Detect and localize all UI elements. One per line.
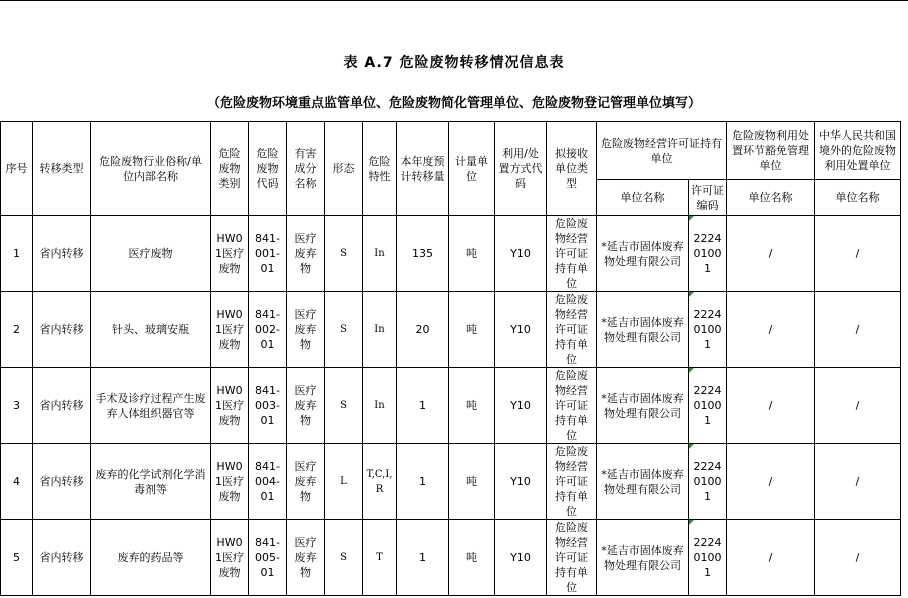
cell-form: S — [325, 368, 363, 444]
cell-permit: 222401001 — [689, 520, 727, 596]
cell-receiver-type: 危险废物经营许可证持有单位 — [547, 444, 597, 520]
header-overseas-group: 中华人民共和国境外的危险废物利用处置单位 — [815, 122, 901, 180]
cell-disposal-code: Y10 — [495, 444, 547, 520]
cell-seq: 3 — [1, 368, 33, 444]
cell-form: S — [325, 520, 363, 596]
cell-licensed-name: *延吉市固体废弃物处理有限公司 — [597, 292, 689, 368]
header-unit: 计量单位 — [449, 122, 495, 216]
cell-disposal-code: Y10 — [495, 216, 547, 292]
cell-property: T — [363, 520, 397, 596]
header-hazardous-component: 有害成分名称 — [287, 122, 325, 216]
cell-permit: 222401001 — [689, 368, 727, 444]
cell-common-name: 废弃的化学试剂化学消毒剂等 — [91, 444, 211, 520]
cell-disposal-code: Y10 — [495, 368, 547, 444]
cell-overseas-name: / — [815, 520, 901, 596]
top-border-line — [0, 0, 908, 1]
cell-exempt-name: / — [727, 292, 815, 368]
cell-hazardous-component: 医疗废弃物 — [287, 292, 325, 368]
cell-hazardous-component: 医疗废弃物 — [287, 520, 325, 596]
cell-overseas-name: / — [815, 368, 901, 444]
cell-hazardous-component: 医疗废弃物 — [287, 444, 325, 520]
table-row — [1, 368, 901, 444]
header-seq: 序号 — [1, 122, 33, 216]
cell-exempt-name: / — [727, 444, 815, 520]
header-exempt-group: 危险废物利用处置环节豁免管理单位 — [727, 122, 815, 180]
table-subtitle: （危险废物环境重点监管单位、危险废物简化管理单位、危险废物登记管理单位填写） — [206, 96, 701, 111]
cell-code: 841-004-01 — [249, 444, 287, 520]
cell-unit: 吨 — [449, 368, 495, 444]
header-disposal-code: 利用/处置方式代码 — [495, 122, 547, 216]
cell-code: 841-003-01 — [249, 368, 287, 444]
cell-exempt-name: / — [727, 368, 815, 444]
cell-licensed-name: *延吉市固体废弃物处理有限公司 — [597, 520, 689, 596]
cell-transfer-type: 省内转移 — [33, 520, 91, 596]
header-receiver-type: 拟接收单位类型 — [547, 122, 597, 216]
cell-common-name: 废弃的药品等 — [91, 520, 211, 596]
cell-annual-amount: 20 — [397, 292, 449, 368]
cell-property: In — [363, 216, 397, 292]
table-row — [1, 444, 901, 520]
header-overseas-name: 单位名称 — [815, 180, 901, 216]
cell-disposal-code: Y10 — [495, 292, 547, 368]
cell-annual-amount: 1 — [397, 520, 449, 596]
cell-transfer-type: 省内转移 — [33, 216, 91, 292]
header-licensed-group: 危险废物经营许可证持有单位 — [597, 122, 727, 180]
cell-form: S — [325, 292, 363, 368]
table-row — [1, 520, 901, 596]
cell-unit: 吨 — [449, 520, 495, 596]
cell-overseas-name: / — [815, 444, 901, 520]
cell-code: 841-001-01 — [249, 216, 287, 292]
cell-unit: 吨 — [449, 444, 495, 520]
cell-permit: 222401001 — [689, 216, 727, 292]
cell-receiver-type: 危险废物经营许可证持有单位 — [547, 292, 597, 368]
cell-form: L — [325, 444, 363, 520]
cell-annual-amount: 1 — [397, 444, 449, 520]
cell-overseas-name: / — [815, 292, 901, 368]
cell-code: 841-002-01 — [249, 292, 287, 368]
cell-category: HW01医疗废物 — [211, 216, 249, 292]
cell-property: In — [363, 368, 397, 444]
cell-category: HW01医疗废物 — [211, 292, 249, 368]
cell-transfer-type: 省内转移 — [33, 368, 91, 444]
header-common-name: 危险废物行业俗称/单位内部名称 — [91, 122, 211, 216]
header-code: 危险废物代码 — [249, 122, 287, 216]
header-exempt-name: 单位名称 — [727, 180, 815, 216]
cell-hazardous-component: 医疗废弃物 — [287, 368, 325, 444]
header-transfer-type: 转移类型 — [33, 122, 91, 216]
table-row — [1, 292, 901, 368]
cell-licensed-name: *延吉市固体废弃物处理有限公司 — [597, 368, 689, 444]
cell-permit: 222401001 — [689, 444, 727, 520]
cell-property: In — [363, 292, 397, 368]
header-category: 危险废物类别 — [211, 122, 249, 216]
cell-seq: 2 — [1, 292, 33, 368]
cell-disposal-code: Y10 — [495, 520, 547, 596]
header-annual-amount: 本年度预计转移量 — [397, 122, 449, 216]
cell-hazardous-component: 医疗废弃物 — [287, 216, 325, 292]
cell-transfer-type: 省内转移 — [33, 444, 91, 520]
header-form: 形态 — [325, 122, 363, 216]
cell-overseas-name: / — [815, 216, 901, 292]
cell-category: HW01医疗废物 — [211, 520, 249, 596]
cell-common-name: 针头、玻璃安瓶 — [91, 292, 211, 368]
cell-form: S — [325, 216, 363, 292]
cell-seq: 5 — [1, 520, 33, 596]
header-property: 危险特性 — [363, 122, 397, 216]
cell-code: 841-005-01 — [249, 520, 287, 596]
cell-common-name: 医疗废物 — [91, 216, 211, 292]
cell-exempt-name: / — [727, 520, 815, 596]
cell-common-name: 手术及诊疗过程产生废弃人体组织器官等 — [91, 368, 211, 444]
cell-receiver-type: 危险废物经营许可证持有单位 — [547, 216, 597, 292]
header-row-1 — [1, 122, 901, 180]
header-licensed-name: 单位名称 — [597, 180, 689, 216]
cell-licensed-name: *延吉市固体废弃物处理有限公司 — [597, 216, 689, 292]
cell-unit: 吨 — [449, 216, 495, 292]
cell-permit: 222401001 — [689, 292, 727, 368]
cell-property: T,C,I,R — [363, 444, 397, 520]
header-licensed-permit: 许可证编码 — [689, 180, 727, 216]
cell-annual-amount: 135 — [397, 216, 449, 292]
cell-unit: 吨 — [449, 292, 495, 368]
hazardous-waste-transfer-table — [0, 121, 901, 596]
cell-category: HW01医疗废物 — [211, 368, 249, 444]
table-row — [1, 216, 901, 292]
cell-receiver-type: 危险废物经营许可证持有单位 — [547, 520, 597, 596]
cell-licensed-name: *延吉市固体废弃物处理有限公司 — [597, 444, 689, 520]
cell-seq: 4 — [1, 444, 33, 520]
table-title: 表 A.7 危险废物转移情况信息表 — [343, 55, 565, 71]
cell-transfer-type: 省内转移 — [33, 292, 91, 368]
cell-seq: 1 — [1, 216, 33, 292]
cell-exempt-name: / — [727, 216, 815, 292]
cell-receiver-type: 危险废物经营许可证持有单位 — [547, 368, 597, 444]
cell-annual-amount: 1 — [397, 368, 449, 444]
cell-category: HW01医疗废物 — [211, 444, 249, 520]
